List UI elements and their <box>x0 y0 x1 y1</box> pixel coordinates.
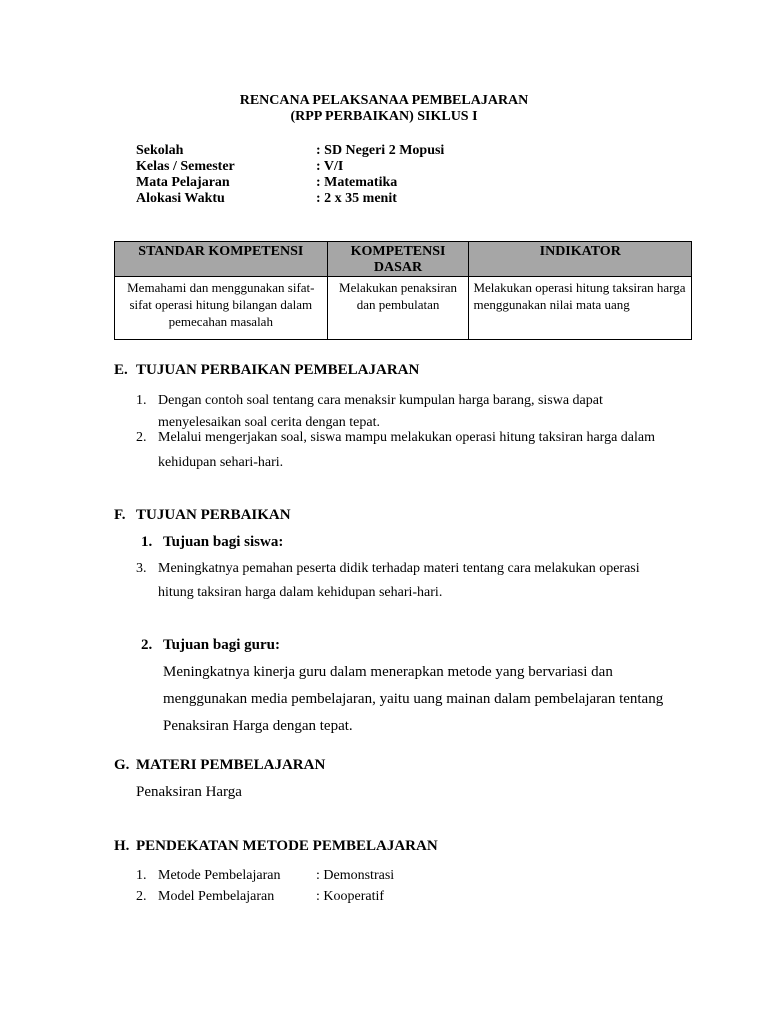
section-f-sub1-number: 1. <box>141 534 153 550</box>
header-kompetensi-dasar: KOMPETENSI DASAR <box>327 242 469 277</box>
section-h-item-number: 2. <box>136 889 147 904</box>
section-e-item-line: Melalui mengerjakan soal, siswa mampu melakukan operasi hitung taksiran harga dalam <box>158 430 655 445</box>
document-title: RENCANA PELAKSANAA PEMBELAJARAN <box>239 93 529 108</box>
section-g-content: Penaksiran Harga <box>136 784 242 800</box>
section-e-item-line: menyelesaikan soal cerita dengan tepat. <box>158 415 380 430</box>
cell-standar-kompetensi: Memahami dan menggunakan sifat-sifat operasi hitung bilangan dalam pemecahan masalah <box>115 277 328 340</box>
section-h-item-number: 1. <box>136 868 147 883</box>
section-f-sub2-line: menggunakan media pembelajaran, yaitu uang mainan dalam pembelajaran tentang <box>163 691 664 707</box>
section-h-item-label: Metode Pembelajaran <box>158 868 281 883</box>
section-h-item-label: Model Pembelajaran <box>158 889 275 904</box>
section-e-item-number: 2. <box>136 430 147 445</box>
header-standar-kompetensi: STANDAR KOMPETENSI <box>115 242 328 277</box>
info-label-kelas: Kelas / Semester <box>136 159 235 174</box>
info-value-alokasi: : 2 x 35 menit <box>316 191 397 206</box>
info-label-alokasi: Alokasi Waktu <box>136 191 225 206</box>
section-g-letter: G. <box>114 757 130 773</box>
section-f-sub1-line: Meningkatnya pemahan peserta didik terhadap materi tentang cara melakukan operasi <box>158 561 640 576</box>
section-h-letter: H. <box>114 838 130 854</box>
section-f-sub1-item-number: 3. <box>136 561 147 576</box>
section-e-title: TUJUAN PERBAIKAN PEMBELAJARAN <box>136 362 420 378</box>
section-f-sub2-line: Meningkatnya kinerja guru dalam menerapkan metode yang bervariasi dan <box>163 664 613 680</box>
section-h-title: PENDEKATAN METODE PEMBELAJARAN <box>136 838 438 854</box>
section-e-item-line: Dengan contoh soal tentang cara menaksir kumpulan harga barang, siswa dapat <box>158 393 603 408</box>
competency-table <box>114 241 692 340</box>
table-row <box>115 277 692 340</box>
cell-kompetensi-dasar: Melakukan penaksiran dan pembulatan <box>327 277 469 340</box>
section-e-item-number: 1. <box>136 393 147 408</box>
info-label-mapel: Mata Pelajaran <box>136 175 230 190</box>
cell-indikator: Melakukan operasi hitung taksiran harga menggunakan nilai mata uang <box>469 277 692 340</box>
section-f-sub2-number: 2. <box>141 637 153 653</box>
section-f-letter: F. <box>114 507 126 523</box>
info-label-sekolah: Sekolah <box>136 143 184 158</box>
info-value-mapel: : Matematika <box>316 175 398 190</box>
section-f-sub1-title: Tujuan bagi siswa: <box>163 534 284 550</box>
section-f-title: TUJUAN PERBAIKAN <box>136 507 291 523</box>
document-subtitle: (RPP PERBAIKAN) SIKLUS I <box>290 109 478 124</box>
header-indikator: INDIKATOR <box>469 242 692 277</box>
info-value-kelas: : V/I <box>316 159 344 174</box>
section-e-item-line: kehidupan sehari-hari. <box>158 455 284 470</box>
section-f-sub2-title: Tujuan bagi guru: <box>163 637 280 653</box>
section-h-item-value: : Kooperatif <box>316 889 385 904</box>
section-f-sub2-line: Penaksiran Harga dengan tepat. <box>163 718 353 734</box>
section-h-item-value: : Demonstrasi <box>316 868 395 883</box>
section-g-title: MATERI PEMBELAJARAN <box>136 757 326 773</box>
info-value-sekolah: : SD Negeri 2 Mopusi <box>316 143 445 158</box>
table-header-row <box>115 242 692 277</box>
section-e-letter: E. <box>114 362 128 378</box>
section-f-sub1-line: hitung taksiran harga dalam kehidupan sehari-hari. <box>158 585 443 600</box>
